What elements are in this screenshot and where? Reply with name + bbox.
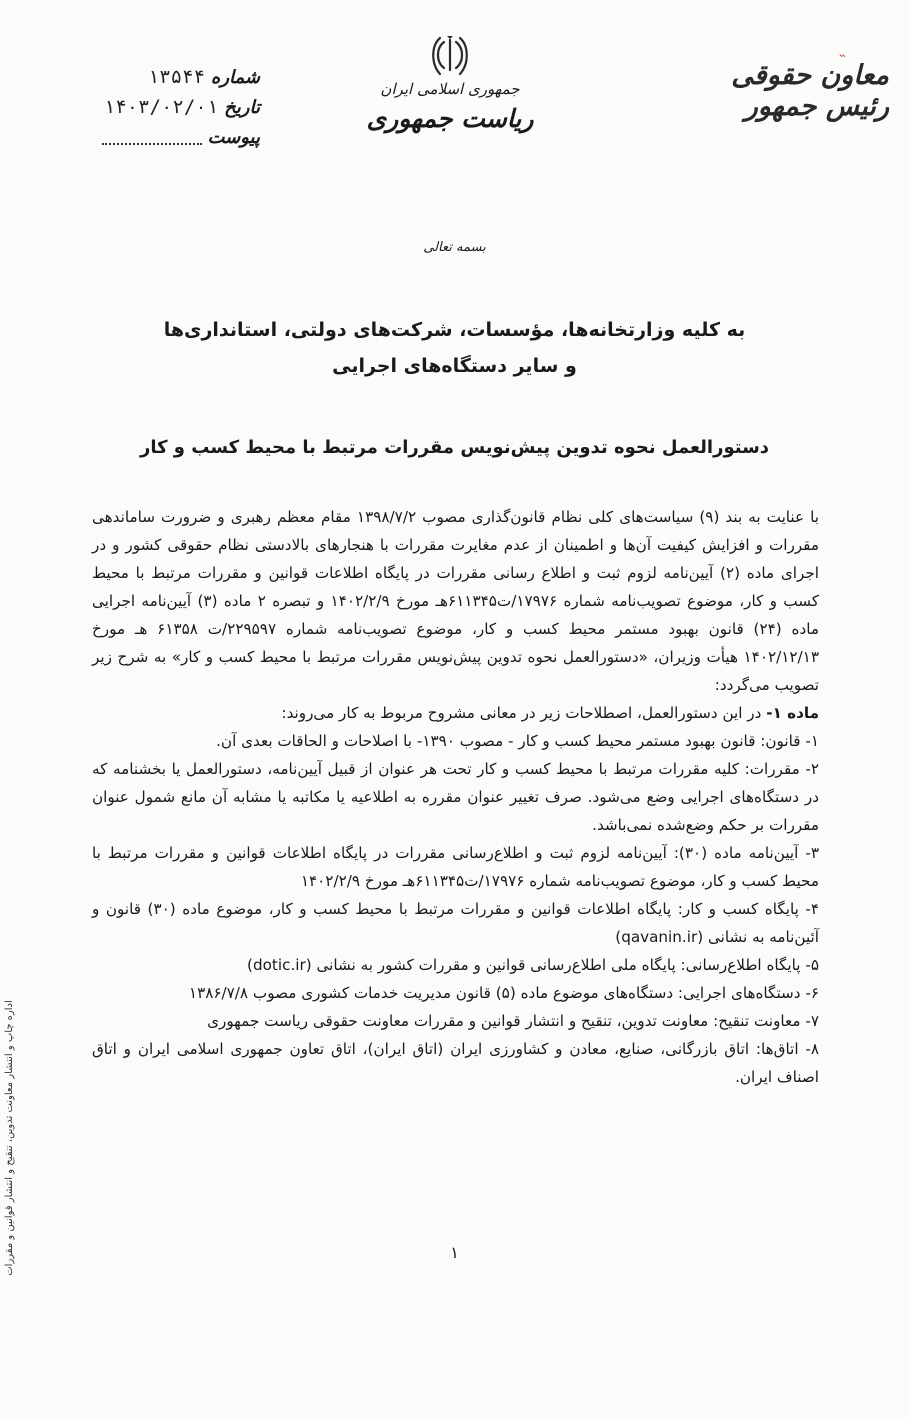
bismillah: بسمه تعالی [423,240,486,255]
article-1 [92,699,819,727]
meta-number-row [40,62,260,92]
letter-number: ۱۳۵۴۴ [147,66,205,88]
definition-item: ۱- قانون: قانون بهبود مستمر محیط کسب و کار - مصوب ۱۳۹۰- با اصلاحات و الحاقات بعدی آن. [216,732,819,750]
iran-emblem-icon [430,34,470,78]
margin-note: اداره چاپ و انتشار معاونت تدوین، تنقیح و انتشار قوانین و مقررات [4,1000,15,1276]
presidency-name: ریاست جمهوری [366,104,534,133]
definition-item: ۲- مقررات: کلیه مقررات مرتبط با محیط کسب و کار تحت هر عنوان از قبیل آیین‌نامه، دستورالعمل یا بخشنامه که در دستگاه‌های اجرایی وضع می‌شود. صرف تغییر عنوان مقرره به اطلاعیه یا مکاتبه یا مشابه آن مانع شمول عنوان مقررات بر حکم وضع‌شده نمی‌باشد. [92,760,819,834]
letter-attachment-label: پیوست [207,126,260,148]
definition-item: ۵- پایگاه اطلاع‌رسانی: پایگاه ملی اطلاع‌رسانی قوانین و مقررات کشور به نشانی (dotic.ir) [247,956,819,974]
article-1-text: در این دستورالعمل، اصطلاحات زیر در معانی مشروح مربوط به کار می‌روند: [281,704,767,722]
definition-item: ۳- آیین‌نامه ماده (۳۰): آیین‌نامه لزوم ثبت و اطلاع‌رسانی مقررات در پایگاه اطلاعات قوانین و مقررات مرتبط با محیط کسب و کار، موضوع تصویب‌نامه شماره ۱۷۹۷۶/ت۶۱۱۳۴۵هـ مورخ ۱۴۰۲/۲/۹ [92,844,819,890]
meta-attachment-row [40,122,260,152]
recipients-line-1: به کلیه وزارتخانه‌ها، مؤسسات، شرکت‌های دولتی، استانداری‌ها [163,319,746,341]
definition-item: ۴- پایگاه کسب و کار: پایگاه اطلاعات قوانین و مقررات مرتبط با محیط کسب و کار، موضوع ماده (۳۰) قانون و آئین‌نامه به نشانی (qavanin.ir) [92,900,819,946]
intro-paragraph: با عنایت به بند (۹) سیاست‌های کلی نظام قانون‌گذاری مصوب ۱۳۹۸/۷/۲ مقام معظم رهبری و ضرورت ساماندهی مقررات و افزایش کیفیت آن‌ها و اطمینان از عدم مغایرت مقررات با هنجارهای بالادستی نظام حقوقی کشور و در اجرای ماده (۲) آیین‌نامه لزوم ثبت و اطلاع رسانی مقررات در پایگاه اطلاعات قوانین و مقررات مرتبط با محیط کسب و کار، موضوع تصویب‌نامه شماره ۱۷۹۷۶/ت۶۱۱۳۴۵هـ مورخ ۱۴۰۲/۲/۹ و تبصره ۲ ماده (۳) آیین‌نامه اجرایی ماده (۲۴) قانون بهبود مستمر محیط کسب و کار، موضوع تصویب‌نامه شماره ۲۲۹۵۹۷/ت ۶۱۳۵۸ هـ مورخ ۱۴۰۲/۱۲/۱۳ هیأت وزیران، «دستورالعمل نحوه تدوین پیش‌نویس مقررات مرتبط با محیط کسب و کار» به شرح زیر تصویب می‌گردد: [92,508,820,694]
recipients [120,312,789,384]
definition-item: ۸- اتاق‌ها: اتاق بازرگانی، صنایع، معادن و کشاورزی ایران (اتاق ایران)، اتاق تعاون جمهوری اسلامی ایران و اتاق اصناف ایران. [92,1040,819,1086]
issuer-title-block [679,44,889,140]
country-name: جمهوری اسلامی ایران [380,80,520,98]
meta-date-row [40,92,260,122]
letter-date: ۱۴۰۳/۰۲/۰۱ [103,96,219,118]
article-1-label: ماده ۱- [766,704,819,722]
page-number: ۱ [450,1243,459,1262]
letter-number-label: شماره [210,66,260,88]
letter-meta [40,62,260,152]
letter-date-label: تاریخ [224,96,260,118]
attachment-dotted-line [102,129,202,145]
state-emblem-block [360,34,540,133]
red-mark-icon: ˵ [839,44,845,63]
document-title: دستورالعمل نحوه تدوین پیش‌نویس مقررات مرتبط با محیط کسب و کار [139,437,770,458]
document-body [92,503,819,1091]
issuer-title: معاون حقوقی رئیس جمهور [731,60,889,122]
recipients-line-2: و سایر دستگاه‌های اجرایی [332,355,577,377]
definition-item: ۶- دستگاه‌های اجرایی: دستگاه‌های موضوع ماده (۵) قانون مدیریت خدمات کشوری مصوب ۱۳۸۶/۷/۸ [188,984,819,1002]
definition-item: ۷- معاونت تنقیح: معاونت تدوین، تنقیح و انتشار قوانین و مقررات معاونت حقوقی ریاست جمهوری [207,1012,819,1030]
